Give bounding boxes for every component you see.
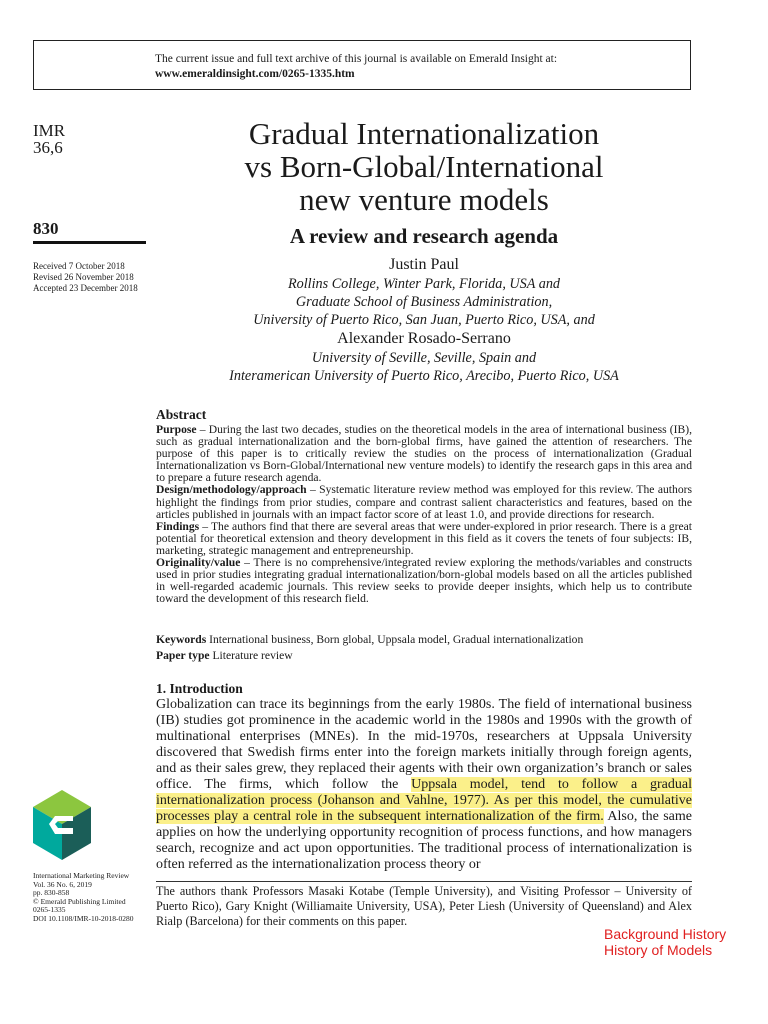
article-dates (33, 261, 138, 294)
paper-type-text: Literature review (209, 649, 293, 662)
keywords (156, 633, 692, 646)
citation-line: © Emerald Publishing Limited (33, 896, 126, 906)
keywords-text: International business, Born global, Uppsala model, Gradual internationalization (206, 633, 584, 646)
author-affiliation-1 (156, 275, 692, 329)
introduction-body (156, 697, 692, 873)
citation-line: 0265-1335 (33, 905, 66, 914)
title-line-2: vs Born-Global/International (244, 149, 604, 184)
originality-label: Originality/value (156, 556, 241, 570)
notice-text: The current issue and full text archive of this journal is available on Emerald Insight at: (155, 53, 558, 65)
footnote-rule (156, 881, 692, 882)
intro-paragraph (156, 697, 692, 873)
paper-type-label: Paper type (156, 649, 210, 662)
notice-url[interactable]: www.emeraldinsight.com/0265-1335.htm (155, 68, 355, 80)
journal-abbrev: IMR (33, 121, 66, 140)
article-subtitle: A review and research agenda (289, 224, 559, 248)
author-name-1: Justin Paul (389, 256, 459, 273)
design-label: Design/methodology/approach (156, 483, 307, 497)
purpose-text: – During the last two decades, studies on the theoretical models in the area of international business (IB), such as gradual internationalization and the born-global firms, have gained the attention of researchers. The purpose of this paper is to critically review the studies on the process of internationalization (Gradual Internationalization vs Born-Global/International new venture models) to identify the research gaps in this area and to prepare a future research agenda. (156, 423, 692, 485)
paper-type (156, 649, 692, 662)
affiliation-line: Rollins College, Winter Park, Florida, USA and (287, 276, 561, 292)
highlighted-text[interactable]: Uppsala model, tend to follow a gradual internationalization process (Johanson and Vahlne, 1977). As per this model, the cumulative processes play a central role in the subsequent internationalization of the firm. (156, 777, 692, 824)
findings-text: – The authors find that there are several areas that were under-explored in prior research. There is a great potential for theoretical extension and theory development in this field as it covers the tenets of four subjects: IB, marketing, strategic management and entrepreneurship. (156, 519, 692, 557)
purpose-label: Purpose (156, 423, 197, 436)
keywords-label: Keywords (156, 633, 207, 646)
red-annotation (604, 927, 726, 958)
abstract-body (156, 424, 692, 605)
journal-volume: 36,6 (33, 138, 63, 157)
emerald-logo-icon (33, 790, 91, 860)
citation-line: International Marketing Review (33, 871, 130, 880)
emerald-logo (33, 790, 91, 860)
journal-id (33, 122, 65, 156)
margin-rule (33, 241, 146, 244)
design-text: – Systematic literature review method was employed for this review. The authors highlight the findings from prior studies, compare and contrast salient characteristics and features, based on the articles published in journals with an impact factor score of at least 1.0, and provide directions for research. (156, 483, 692, 521)
annotation-line-1: Background History (604, 926, 727, 942)
citation-line: pp. 830-858 (33, 888, 70, 897)
findings-label: Findings (156, 519, 200, 533)
author-affiliation-2 (156, 349, 692, 385)
journal-notice-box (33, 40, 691, 90)
citation-info (33, 872, 134, 923)
abstract-originality (156, 557, 692, 605)
citation-line: Vol. 36 No. 6, 2019 (33, 879, 92, 889)
citation-line[interactable]: DOI 10.1108/IMR-10-2018-0280 (33, 913, 134, 923)
affiliation-line: Interamerican University of Puerto Rico, Arecibo, Puerto Rico, USA (229, 368, 619, 384)
page-number: 830 (33, 219, 59, 238)
affiliation-line: University of Seville, Seville, Spain and (311, 350, 537, 366)
abstract-heading: Abstract (156, 407, 207, 422)
title-line-1: Gradual Internationalization (248, 116, 600, 151)
revised-date: Revised 26 November 2018 (33, 272, 134, 282)
affiliation-line: University of Puerto Rico, San Juan, Puerto Rico, USA, and (253, 312, 595, 328)
intro-text-a: Globalization can trace its beginnings from the early 1980s. The field of international business (IB) studies got prominence in the academic world in the 1980s and 1990s with the growth of multinational enterprises (MNEs). In the mid-1970s, researchers at Uppsala University discovered that Swedish firms enter into the foreign markets initially through foreign agents, and as their sales grew, they replaced their agents with their own organization’s branch or sales office. The firms, which follow the (156, 697, 692, 792)
annotation-line-2: History of Models (604, 941, 713, 958)
intro-text-b: Also, the same applies on how the underlying opportunity recognition of process functions, and how managers search, recognize and act upon opportunities. The traditional process of internationalization is often referred as the internationalization process theory or (156, 809, 693, 872)
accepted-date: Accepted 23 December 2018 (33, 283, 138, 293)
received-date: Received 7 October 2018 (33, 261, 125, 271)
title-line-3: new venture models (299, 182, 549, 217)
affiliation-line: Graduate School of Business Administration, (295, 294, 553, 310)
abstract-purpose (156, 424, 692, 484)
abstract-design (156, 484, 692, 520)
abstract-findings (156, 521, 692, 557)
author-name-2: Alexander Rosado-Serrano (337, 330, 511, 347)
article-title (156, 117, 692, 216)
acknowledgement-footnote: The authors thank Professors Masaki Kotabe (Temple University), and Visiting Professor – University of Puerto Rico), Gary Knight (Williamaite University, USA), Peter Liesh (University of Queensland) and Alex Rialp (Barcelona) for their comments on this paper. (156, 884, 692, 928)
originality-text: – There is no comprehensive/integrated review exploring the methods/variables and constructs used in prior studies integrating gradual internationalization/born-global models based on all the articles published in well-regarded academic journals. This review seeks to provide deeper insights, which help us to contribute toward the development of this research field. (156, 556, 692, 606)
section-heading-introduction: 1. Introduction (156, 681, 243, 696)
